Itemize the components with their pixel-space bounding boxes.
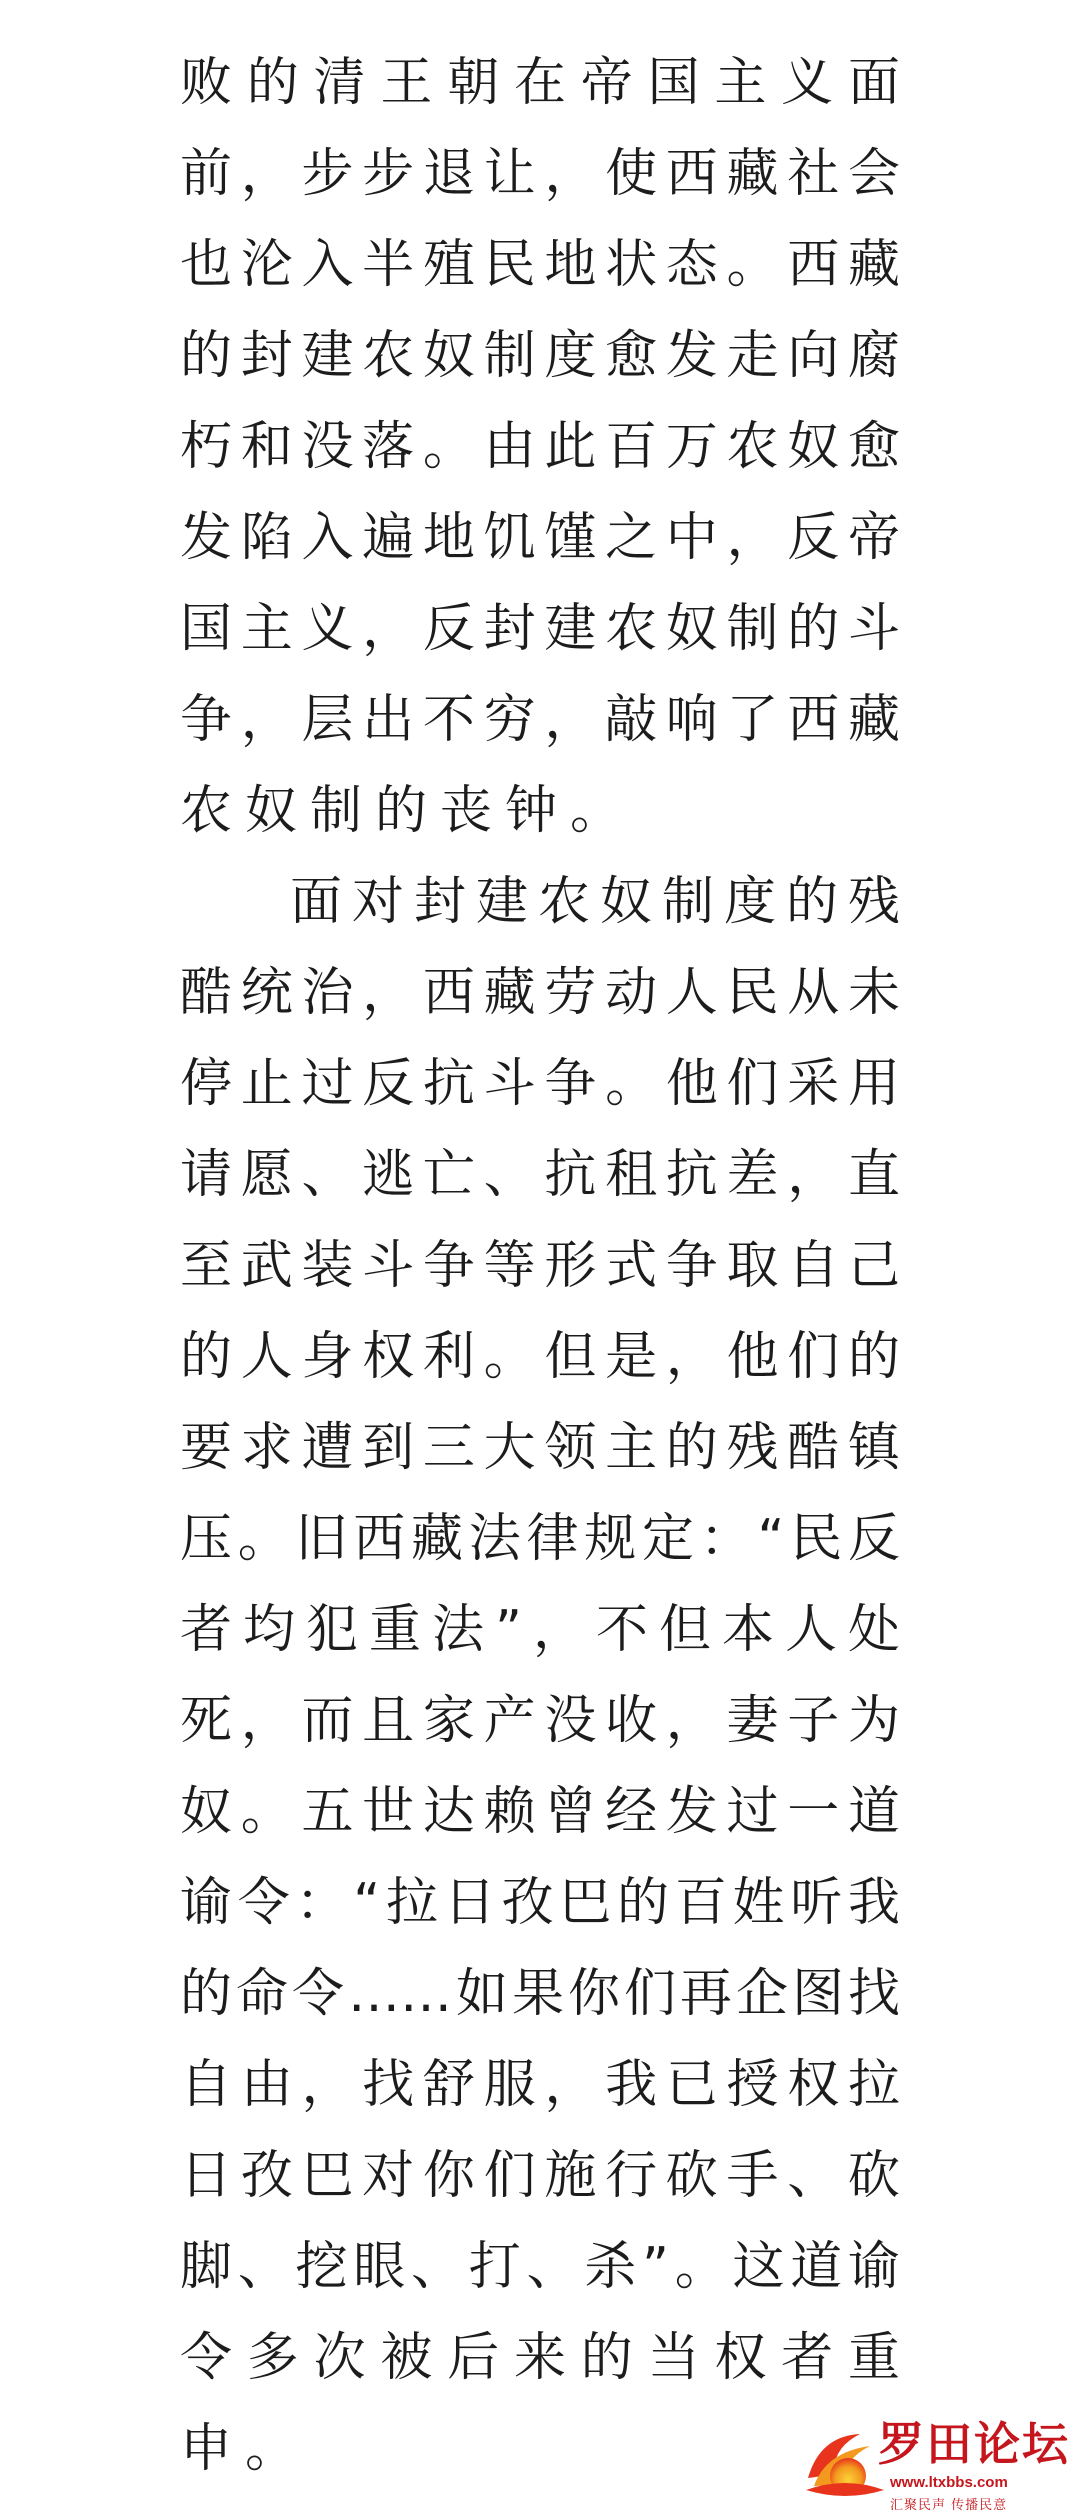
paragraph-2-line: 奴。五世达赖曾经发过一道 [180,1782,900,1842]
paragraph-2-line: 面对封建农奴制度的残 [290,872,900,932]
forum-logo-icon [800,2416,890,2506]
paragraph-1-line: 也沦入半殖民地状态。西藏 [180,235,900,295]
paragraph-2-line: 死，而且家产没收，妻子为 [180,1691,900,1751]
paragraph-2-line: 停止过反抗斗争。他们采用 [180,1054,900,1114]
paragraph-2-line: 请愿、逃亡、抗租抗差，直 [180,1145,900,1205]
forum-url: www.ltxbbs.com [890,2474,1008,2491]
paragraph-1-line: 农奴制的丧钟。 [180,781,636,841]
paragraph-2-line: 要求遭到三大领主的残酷镇 [180,1418,900,1478]
paragraph-2-line: 申。 [180,2419,311,2479]
paragraph-2-line: 日孜巴对你们施行砍手、砍 [180,2146,900,2206]
paragraph-1-line: 发陷入遍地饥馑之中，反帝 [180,508,900,568]
paragraph-1-line: 败的清王朝在帝国主义面 [180,53,900,113]
paragraph-1-line: 的封建农奴制度愈发走向腐 [180,326,900,386]
paragraph-2-line: 的命令……如果你们再企图找 [180,1964,900,2024]
paragraph-2-line: 谕令：“拉日孜巴的百姓听我 [180,1873,900,1933]
forum-title: 罗田论坛 [878,2417,1070,2471]
paragraph-1-line: 前，步步退让，使西藏社会 [180,144,900,204]
paragraph-2-line: 令多次被后来的当权者重 [180,2328,900,2388]
paragraph-2-line: 者均犯重法”，不但本人处 [180,1600,900,1660]
paragraph-2-line: 自由，找舒服，我已授权拉 [180,2055,900,2115]
paragraph-1-line: 争，层出不穷，敲响了西藏 [180,690,900,750]
paragraph-2-line: 脚、挖眼、打、杀”。这道谕 [180,2237,900,2297]
forum-slogan: 汇聚民声 传播民意 [890,2498,1008,2513]
paragraph-1-line: 朽和没落。由此百万农奴愈 [180,417,900,477]
paragraph-2-line: 酷统治，西藏劳动人民从未 [180,963,900,1023]
forum-watermark [800,2410,1070,2513]
paragraph-2-line: 至武装斗争等形式争取自己 [180,1236,900,1296]
paragraph-2-line: 的人身权利。但是，他们的 [180,1327,900,1387]
paragraph-2-line: 压。旧西藏法律规定：“民反 [180,1509,900,1569]
paragraph-1-line: 国主义，反封建农奴制的斗 [180,599,900,659]
